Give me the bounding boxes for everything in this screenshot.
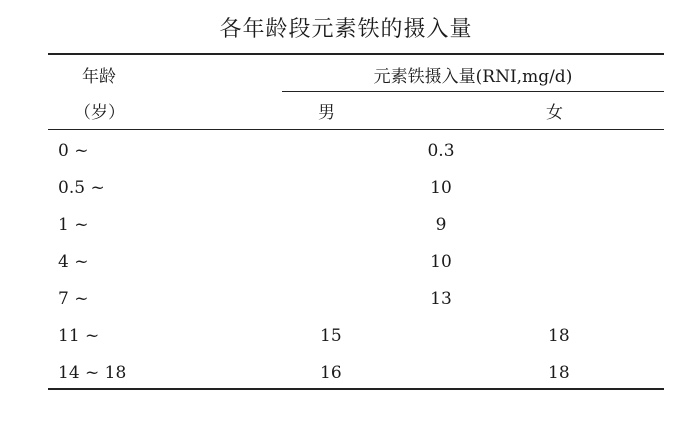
- table-title: 各年龄段元素铁的摄入量: [219, 17, 473, 42]
- value-cell-both: 10: [430, 252, 452, 272]
- table-row: [0, 355, 692, 392]
- age-cell: 7 ~: [58, 289, 89, 309]
- table-row: [0, 133, 692, 170]
- header-male: 男: [318, 103, 335, 123]
- table-row: [0, 318, 692, 355]
- header-bottom-rule: [48, 129, 664, 130]
- age-cell: 0 ~: [58, 141, 89, 161]
- value-cell-male: 16: [320, 363, 342, 383]
- age-cell: 11 ~: [58, 326, 100, 346]
- value-cell-both: 0.3: [427, 141, 455, 161]
- header-sub-rule: [282, 91, 664, 92]
- value-cell-both: 13: [430, 289, 452, 309]
- age-cell: 4 ~: [58, 252, 89, 272]
- value-cell-female: 18: [548, 363, 570, 383]
- header-age-label: 年龄: [82, 67, 116, 87]
- table-row: [0, 170, 692, 207]
- value-cell-female: 18: [548, 326, 570, 346]
- table-row: [0, 207, 692, 244]
- value-cell-male: 15: [320, 326, 342, 346]
- age-cell: 14 ~ 18: [58, 363, 127, 383]
- value-cell-both: 9: [435, 215, 447, 235]
- age-cell: 0.5 ~: [58, 178, 105, 198]
- table-row: [0, 281, 692, 318]
- age-cell: 1 ~: [58, 215, 89, 235]
- header-age-unit: （岁）: [74, 103, 125, 123]
- value-cell-both: 10: [430, 178, 452, 198]
- table-row: [0, 244, 692, 281]
- header-female: 女: [546, 103, 563, 123]
- top-rule: [48, 53, 664, 55]
- bottom-rule: [48, 388, 664, 390]
- header-rni: 元素铁摄入量(RNI,mg/d): [373, 67, 573, 87]
